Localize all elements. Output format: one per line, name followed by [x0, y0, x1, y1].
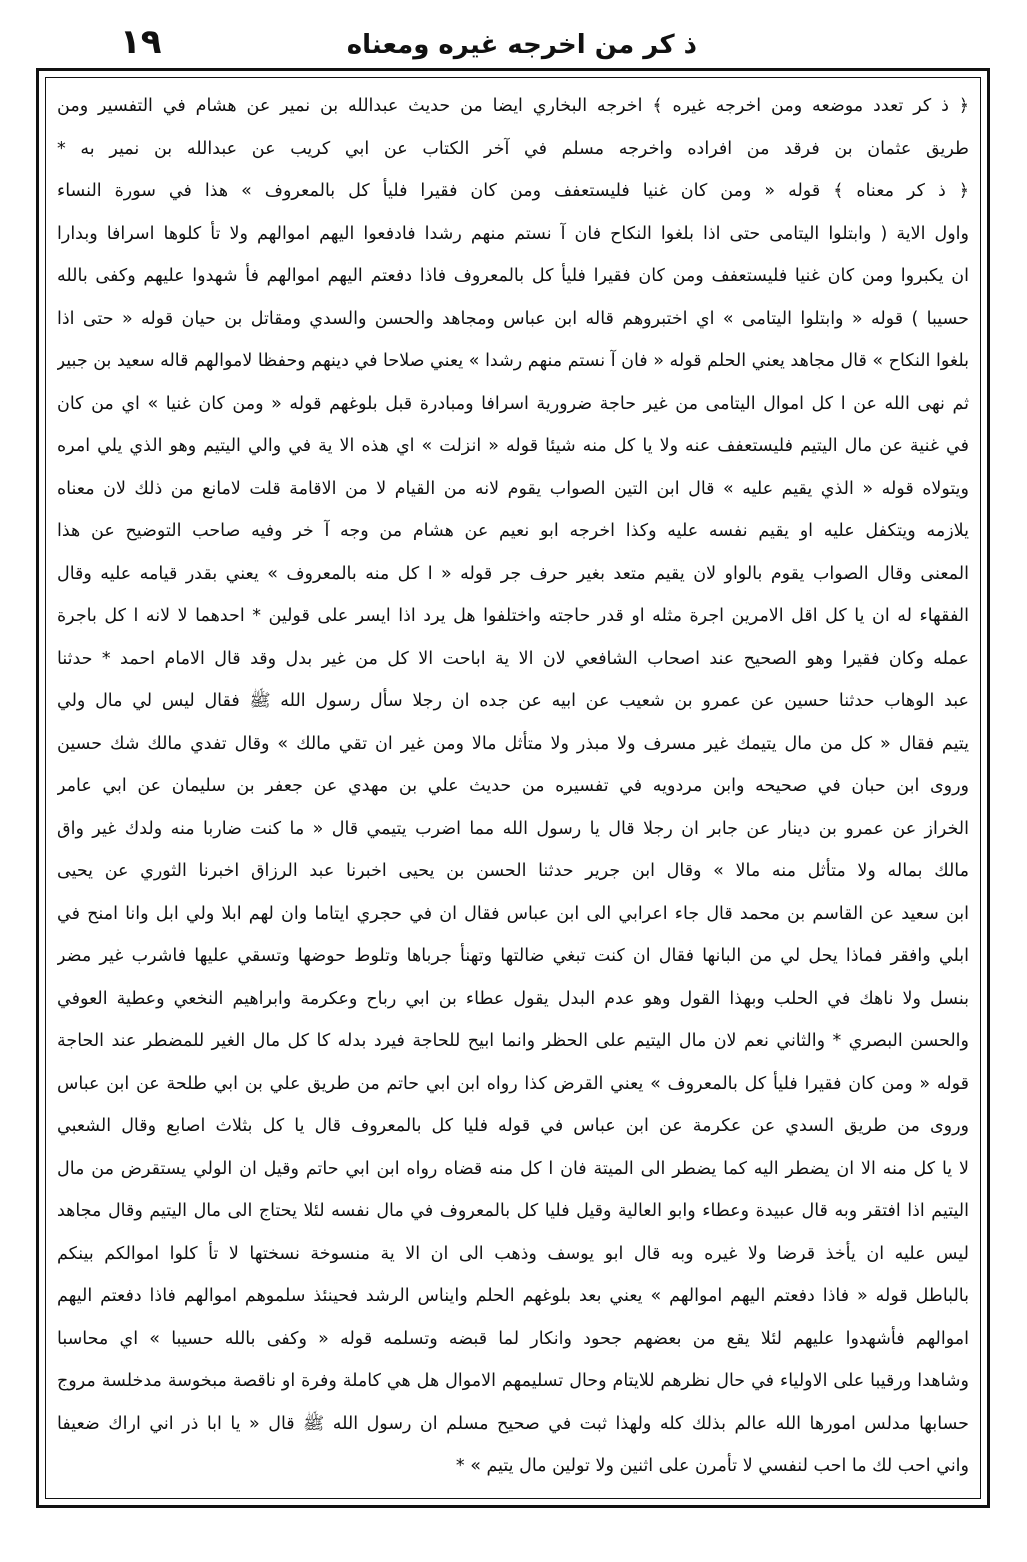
page-frame [36, 68, 990, 1508]
text-line: يلازمه ويتكفل عليه او يقيم نفسه عليه وكذا اخرجه ابو نعيم عن هشام من وجه آ خر وفيه صاحب التوضيح عن هذا [57, 521, 969, 541]
text-line: ابن سعيد عن القاسم بن محمد قال جاء اعرابي الى ابن عباس فقال ان في حجري ايتاما وان لهم ابلا ولي ابل وانا امنح في [57, 903, 969, 924]
text-line: وروى من طريق السدي عن عكرمة عن ابن عباس في قوله فليا كل بالمعروف قال يا كل بثلاث اصابع وقال الشعبي [57, 1116, 969, 1136]
text-line: مالك بماله ولا متأثل منه مالا » وقال ابن جرير حدثنا الحسن بن يحيى اخبرنا عبد الرزاق اخبرنا الثوري عن يحيى [57, 861, 969, 881]
text-line: في غنية عن مال اليتيم فليستعفف عنه ولا يا كل منه شيئا قوله « انزلت » اي هذه الا ية في والي اليتيم وهو الذي يلي امره [57, 436, 969, 456]
text-line: ابلي وافقر فماذا يحل لي من البانها فقال ان كنت تبغي ضالتها وتهنأ جرباها وتلوط حوضها وتسقي عليها فاشرب غير مضر [57, 946, 969, 966]
running-head: ذ كر من اخرجه غيره ومعناه [346, 30, 697, 60]
text-line: الخراز عن عمرو بن دينار عن جابر ان رجلا قال يا رسول الله مما اضرب يتيمي قال « ما كنت ضاربا منه ولدك غير واق [57, 818, 969, 839]
text-line: عبد الوهاب حدثنا حسين عن عمرو بن شعيب عن ابيه عن جده ان رجلا سأل رسول الله ﷺ فقال ليس لي مال ولي [57, 691, 969, 711]
text-line: وروى ابن حبان في صحيحه وابن مردويه في تفسيره من حديث علي بن مهدي عن جعفر بن سليمان عن ابي عامر [57, 776, 969, 796]
text-line: اليتيم اذا افتقر وبه قال عبيدة وعطاء وابو العالية وقيل فليا كل بالمعروف في مال نفسه لئلا يحتاج الى مال اليتيم وقال مجاهد [57, 1201, 969, 1221]
text-line: قوله « ومن كان فقيرا فليأ كل بالمعروف » يعني القرض كذا رواه ابن ابي حاتم من طريق علي بن ابي طلحة عن ابن عباس [57, 1073, 969, 1094]
text-line: المعنى وقال الصواب يقوم بالواو لان يقيم متعد بغير حرف جر قوله « ا كل منه بالمعروف » يعني بقدر قيامه عليه وقال [57, 563, 969, 584]
text-line: والحسن البصري * والثاني نعم لان مال اليتيم على الحظر وانما ابيح للحاجة فيرد بدله كا كل مال الغير للمضطر عند الحاجة [57, 1031, 969, 1051]
text-line: واني احب لك ما احب لنفسي لا تأمرن على اثنين ولا تولين مال يتيم » * [455, 1456, 969, 1476]
text-line: بنسل ولا ناهك في الحلب وبهذا القول وهو عدم البدل يقول عطاء بن ابي رباح وعكرمة وابراهيم النخعي وعطية العوفي [57, 988, 969, 1009]
text-line: اموالهم فأشهدوا عليهم لئلا يقع من بعضهم جحود وانكار لما قبضه وتسلمه قوله « وكفى بالله حسيبا » اي محاسبا [57, 1328, 969, 1349]
text-line: ان يكبروا ومن كان غنيا فليستعفف ومن كان فقيرا فليأ كل بالمعروف فاذا دفعتم اليهم اموالهم فأ شهدوا عليهم وكفى بالله [57, 266, 969, 286]
text-line: بالباطل قوله « فاذا دفعتم اليهم اموالهم » يعني بعد بلوغهم الحلم وايناس الرشد فحينئذ سلموهم اموالهم فاذا دفعتم اليهم [57, 1286, 969, 1306]
text-line: ﴿ ذ كر تعدد موضعه ومن اخرجه غيره ﴾ اخرجه البخاري ايضا من حديث عبدالله بن نمير عن هشام في التفسير ومن [57, 96, 969, 116]
text-line: واول الاية ( وابتلوا اليتامى حتى اذا بلغوا النكاح فان آ نستم منهم رشدا فادفعوا اليهم اموالهم ولا تأ كلوها اسرافا وبدارا [57, 223, 969, 244]
text-line: ﴿ ذ كر معناه ﴾ قوله « ومن كان غنيا فليستعفف ومن كان فقيرا فليأ كل بالمعروف » هذا في سورة النساء [57, 181, 969, 201]
text-line: بلغوا النكاح » قال مجاهد يعني الحلم قوله « فان آ نستم منهم رشدا » يعني صلاحا في دينهم وحفظا لاموالهم قاله سعيد بن جبير [57, 351, 969, 371]
text-line: طريق عثمان بن فرقد من افراده واخرجه مسلم في آخر الكتاب عن ابي كريب عن عبدالله بن نمير به * [57, 138, 969, 159]
text-line: حسيبا ) قوله « وابتلوا اليتامى » اي اختبروهم قاله ابن عباس ومجاهد والحسن والسدي ومقاتل بن حيان قوله « حتى اذا [57, 308, 969, 329]
page-number: ١٩ [120, 22, 162, 62]
text-line: عمله وكان فقيرا وهو الصحيح عند اصحاب الشافعي لان الا ية اباحت الا كل من غير بدل وقد قال الامام احمد * حدثنا [57, 648, 969, 669]
text-block [57, 85, 969, 1491]
text-line: لا يا كل منه الا ان يضطر اليه كما يضطر الى الميتة فان ا كل منه قضاه رواه ابن ابي حاتم وقيل ان الولي يستقرض من مال [57, 1158, 969, 1179]
text-line: الفقهاء له ان يا كل اقل الامرين اجرة مثله او قدر حاجته واختلفوا هل يرد اذا ايسر على قولين * احدهما لا لانه ا كل باجرة [57, 606, 969, 626]
text-line: وشاهدا ورقيبا على الاولياء في حال نظرهم للايتام وحال تسليمهم الاموال هل هي كاملة وفرة او ناقصة مبخوسة مدخلسة مروج [57, 1371, 969, 1391]
text-line: ويتولاه قوله « الذي يقيم عليه » قال ابن التين الصواب يقوم لانه من القيام لا من الاقامة قلت لامانع من ذلك لان معناه [57, 478, 969, 499]
text-line: ثم نهى الله عن ا كل اموال اليتامى من غير حاجة ضرورية اسرافا ومبادرة قبل بلوغهم قوله « ومن كان غنيا » اي من كان [57, 393, 969, 414]
text-line: يتيم فقال « كل من مال يتيمك غير مسرف ولا مبذر ولا متأثل مالا ومن غير ان تقي مالك » وقال تفدي مالك شك حسين [57, 733, 969, 754]
text-line: حسابها مدلس امورها الله عالم بذلك كله ولهذا ثبت في صحيح مسلم ان رسول الله ﷺ قال « يا ابا ذر اني اراك ضعيفا [57, 1413, 969, 1434]
text-line: ليس عليه ان يأخذ قرضا ولا غيره وبه قال ابو يوسف وذهب الى ان الا ية منسوخة نسختها لا تأ كلوا اموالكم بينكم [57, 1243, 969, 1264]
